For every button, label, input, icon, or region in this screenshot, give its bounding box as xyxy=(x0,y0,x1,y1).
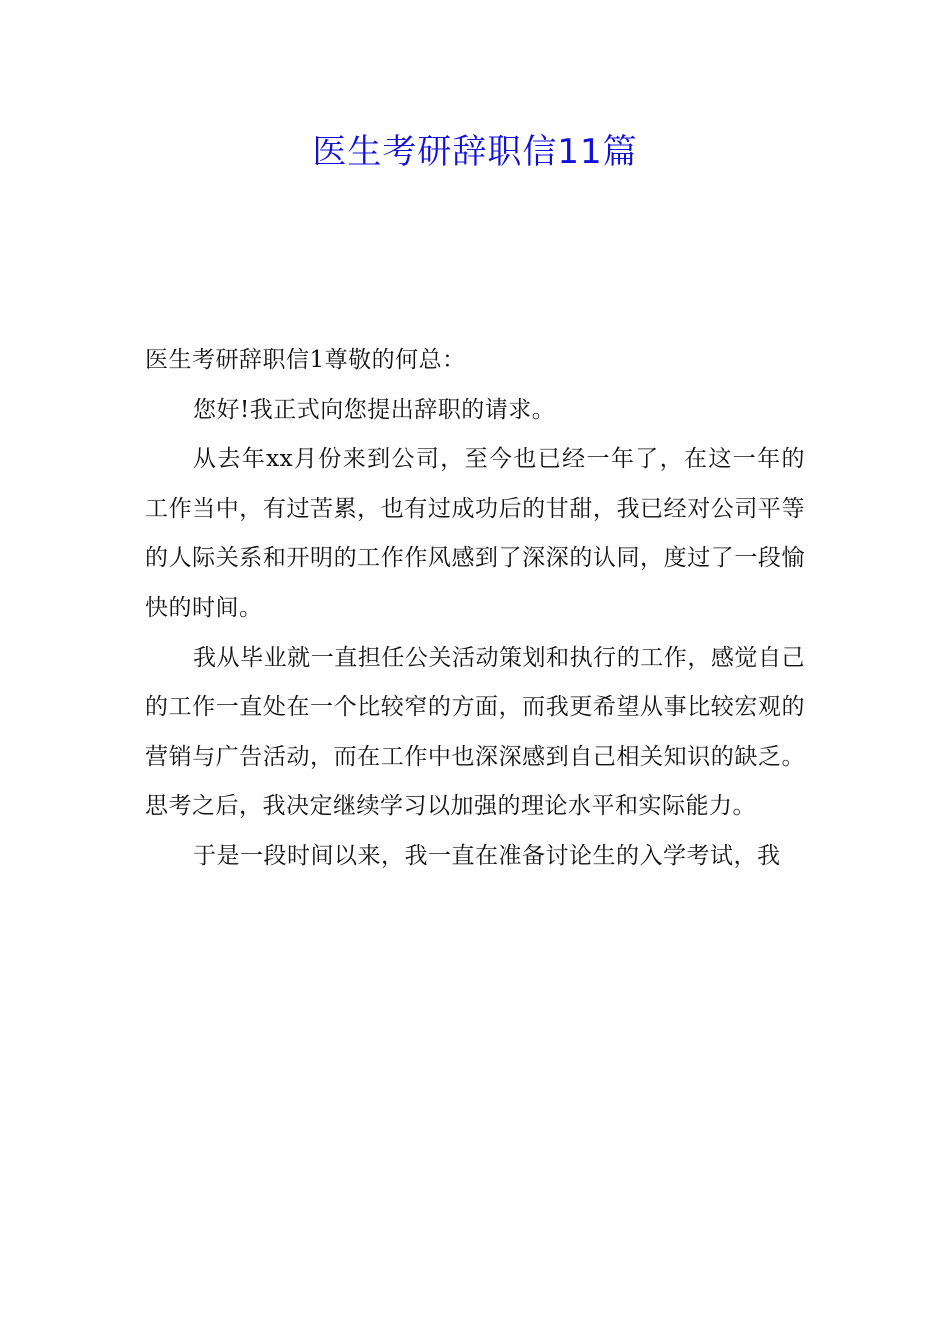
salutation-paragraph: 医生考研辞职信1尊敬的何总： xyxy=(145,347,466,373)
body-paragraph: 我从毕业就一直担任公关活动策划和执行的工作，感觉自己的工作一直处在一个比较窄的方面，而我更希望从事比较宏观的营销与广告活动，而在工作中也深深感到自己相关知识的缺乏。思考之后，我决定继续学习以加强的理论水平和实际能力。 xyxy=(145,644,805,820)
document-body xyxy=(145,336,805,882)
body-paragraph: 从去年xx月份来到公司，至今也已经一年了，在这一年的工作当中，有过苦累，也有过成功后的甘甜，我已经对公司平等的人际关系和开明的工作作风感到了深深的认同，度过了一段愉快的时间。 xyxy=(145,446,805,621)
greeting-paragraph: 您好!我正式向您提出辞职的请求。 xyxy=(193,396,556,423)
body-paragraph: 于是一段时间以来，我一直在准备讨论生的入学考试，我 xyxy=(193,842,781,869)
document-title: 医生考研辞职信11篇 xyxy=(312,132,638,172)
